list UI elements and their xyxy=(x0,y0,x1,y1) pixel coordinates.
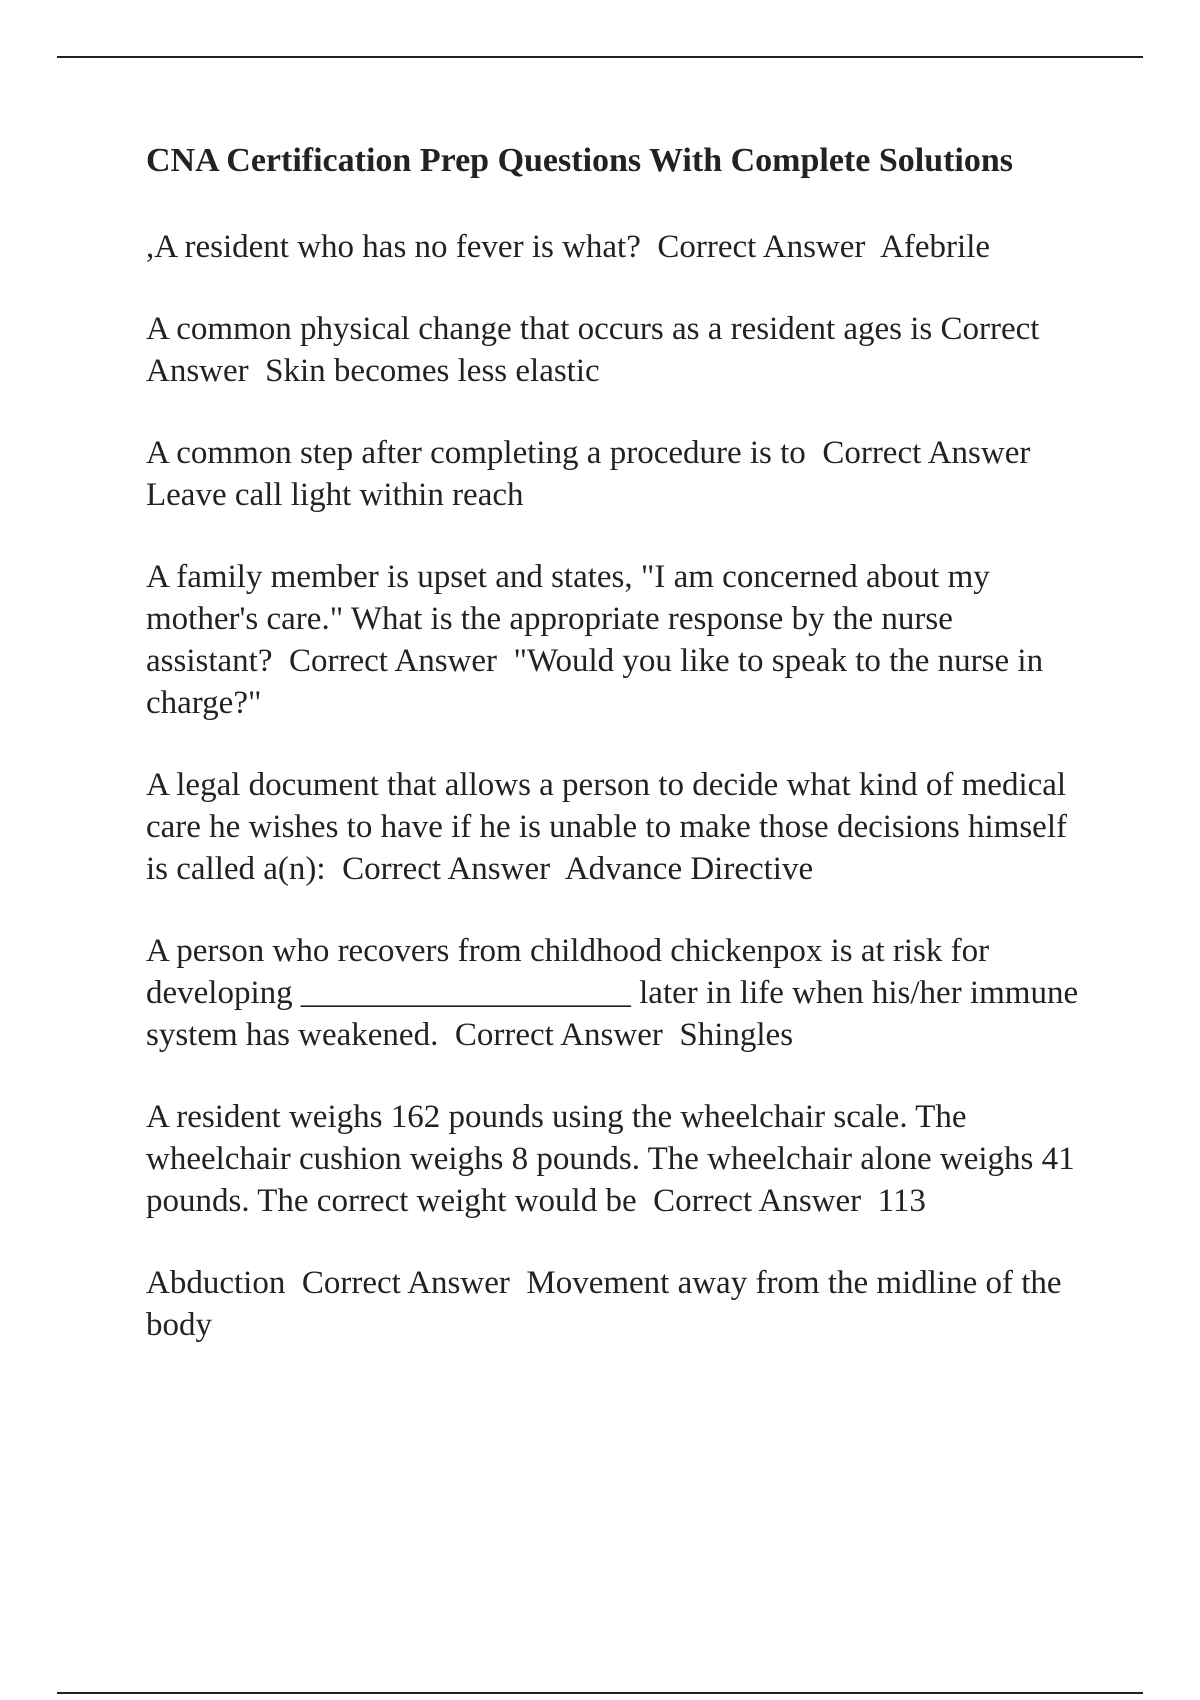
qa-item xyxy=(146,432,1086,516)
qa-item xyxy=(146,308,1086,392)
answer-label: Correct Answer xyxy=(454,1017,663,1053)
question-text: A resident weighs 162 pounds using the wheelchair scale. The wheelchair cushion weighs 8 pounds. The wheelchair alone weighs 41 pounds. The correct weight would be xyxy=(146,1099,1083,1219)
page-title: CNA Certification Prep Questions With Complete Solutions xyxy=(146,142,1014,179)
qa-item xyxy=(146,556,1086,724)
answer-text: Leave call light within reach xyxy=(146,477,524,513)
bottom-divider xyxy=(57,1692,1143,1694)
top-divider xyxy=(57,56,1143,58)
question-text: A common physical change that occurs as a resident ages is xyxy=(146,311,933,347)
answer-text: 113 xyxy=(877,1183,926,1219)
qa-item xyxy=(146,930,1086,1056)
question-text: Abduction xyxy=(146,1265,286,1301)
qa-item xyxy=(146,764,1086,890)
qa-item xyxy=(146,1096,1086,1222)
question-text: ,A resident who has no fever is what? xyxy=(146,229,641,265)
answer-text: Skin becomes less elastic xyxy=(265,353,600,389)
answer-text: Advance Directive xyxy=(564,851,814,887)
answer-text: Afebrile xyxy=(880,229,991,265)
answer-text: Shingles xyxy=(679,1017,794,1053)
qa-item xyxy=(146,226,1086,268)
question-text: A common step after completing a procedure is to xyxy=(146,435,806,471)
answer-label: Correct Answer xyxy=(653,1183,862,1219)
document-body xyxy=(146,140,1086,1386)
question-text: A legal document that allows a person to decide what kind of medical care he wishes to have if he is unable to make those decisions himself is called a(n): xyxy=(146,767,1076,887)
answer-text: Movement away from the midline of the body xyxy=(146,1265,1070,1343)
question-text: A person who recovers from childhood chickenpox is at risk for developing ____________________ later in life when his/her immune system has weakened. xyxy=(146,933,1087,1053)
answer-label: Correct Answer xyxy=(822,435,1031,471)
answer-label: Correct Answer xyxy=(301,1265,510,1301)
answer-text: "Would you like to speak to the nurse in charge?" xyxy=(146,643,1052,721)
answer-label: Correct Answer xyxy=(288,643,498,679)
answer-label: Correct Answer xyxy=(342,851,551,887)
answer-label: Correct Answer xyxy=(657,229,866,265)
qa-item xyxy=(146,1262,1086,1346)
answer-label: Correct Answer xyxy=(146,311,1046,389)
question-text: A family member is upset and states, "I am concerned about my mother's care." What is the appropriate response by the nurse assistant? xyxy=(146,559,998,679)
